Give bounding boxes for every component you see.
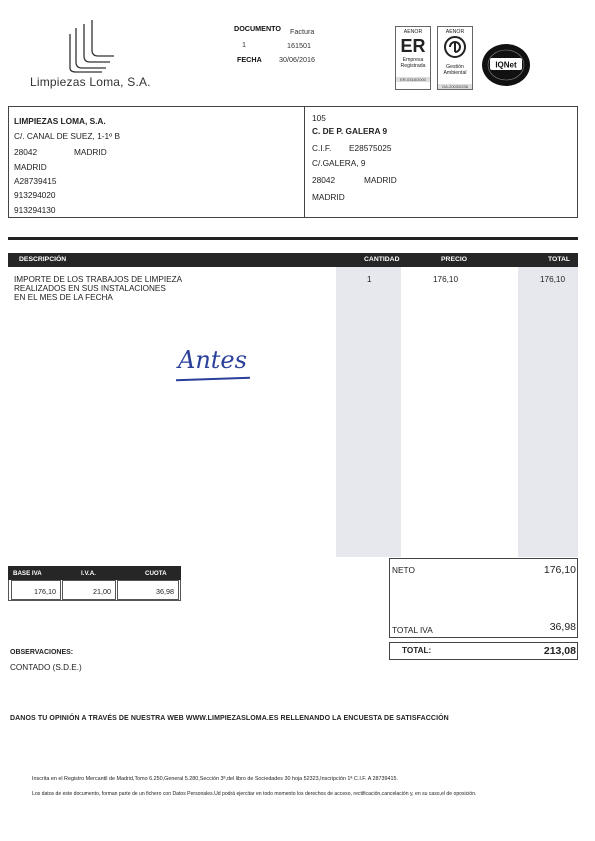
handwritten-note: Antes xyxy=(178,346,247,374)
item-total: 176,10 xyxy=(540,275,566,284)
net-value: 176,10 xyxy=(543,564,576,576)
col-header-total: TOTAL xyxy=(548,256,571,263)
issuer-tax-id: A28739415 xyxy=(14,176,57,186)
document-number: 161501 xyxy=(287,41,311,50)
item-quantity: 1 xyxy=(367,275,372,284)
net-label: NETO xyxy=(392,565,415,575)
col-header-description: DESCRIPCIÓN xyxy=(19,256,67,263)
client-zip: 28042 xyxy=(312,175,336,185)
iqnet-cert-logo xyxy=(481,43,531,87)
issuer-phone-2: 913294130 xyxy=(14,205,56,215)
svg-text:IQNet: IQNet xyxy=(495,60,517,70)
issuer-city: MADRID xyxy=(74,147,107,157)
tax-table-row xyxy=(8,580,181,601)
survey-text: DANOS TU OPINIÓN A TRAVÉS DE NUESTRA WEB WWW.LIMPIEZASLOMA.ES RELLENANDO LA ENCUESTA DE SATISFACCIÓN xyxy=(10,715,449,722)
tax-rate-value: 21,00 xyxy=(62,580,116,600)
client-cif-label: C.I.F. xyxy=(312,143,332,153)
item-description-line-1: IMPORTE DE LOS TRABAJOS DE LIMPIEZA xyxy=(14,275,183,284)
observations-text: CONTADO (S.D.E.) xyxy=(10,663,82,672)
tax-header-amount: CUOTA xyxy=(145,570,167,577)
issuer-name: LIMPIEZAS LOMA, S.A. xyxy=(14,116,106,126)
vat-value: 36,98 xyxy=(549,621,576,633)
gestion-ambiental-icon xyxy=(438,35,472,59)
tax-table-header xyxy=(8,566,181,580)
item-description-line-3: EN EL MES DE LA FECHA xyxy=(14,293,113,302)
client-cif: E28575025 xyxy=(349,143,392,153)
col-header-price: PRECIO xyxy=(441,256,468,263)
client-name: C. DE P. GALERA 9 xyxy=(312,126,388,136)
total-column xyxy=(518,267,578,557)
aenor-ga-cert-logo: AENOR Gestión Ambiental GA-2003/0236 xyxy=(437,26,473,90)
client-street: C/.GALERA, 9 xyxy=(312,158,366,168)
aenor-er-cert-logo: AENOR ER Empresa Registrada ER-0318/2000 xyxy=(395,26,431,90)
document-date: 30/06/2016 xyxy=(279,55,315,64)
client-province: MADRID xyxy=(312,192,345,202)
grand-total-value: 213,08 xyxy=(543,645,576,657)
company-brand-name: Limpiezas Loma, S.A. xyxy=(30,75,151,89)
registry-footer: Inscrita en el Registro Mercantil de Madrid,Tomo 6.250,General 5.280,Sección 3ª,del libro de Sociedades 30 hoja 52323,Inscripción 1ª C.I.F. A 28739415. xyxy=(32,776,398,782)
col-header-quantity: CANTIDAD xyxy=(364,256,400,263)
tax-base-value: 176,10 xyxy=(11,580,61,600)
vat-label: TOTAL IVA xyxy=(392,625,433,635)
client-city: MADRID xyxy=(364,175,397,185)
document-label: DOCUMENTO xyxy=(234,24,281,33)
item-price: 176,10 xyxy=(433,275,459,284)
grand-total-label: TOTAL: xyxy=(402,646,432,655)
observations-label: OBSERVACIONES: xyxy=(10,649,74,656)
address-divider xyxy=(304,106,305,218)
privacy-footer: Los datos de este documento, forman parte de un fichero con Datos Personales.Ud podrá ejercitar en todo momento los derechos de acceso, rectificación,cancelación y, en su caso,el de oposición. xyxy=(32,791,477,797)
table-top-rule xyxy=(8,237,578,240)
issuer-zip: 28042 xyxy=(14,147,38,157)
tax-header-base: BASE IVA xyxy=(13,570,42,577)
issuer-phone-1: 913294020 xyxy=(14,190,56,200)
client-code: 105 xyxy=(312,113,326,123)
items-table-header xyxy=(8,253,578,267)
tax-header-rate: I.V.A. xyxy=(81,570,96,577)
document-type: Factura xyxy=(290,27,315,36)
handwritten-underline xyxy=(176,377,250,382)
issuer-province: MADRID xyxy=(14,162,47,172)
quantity-column xyxy=(336,267,401,557)
table-row xyxy=(14,275,182,302)
date-label: FECHA xyxy=(237,55,262,64)
item-description-line-2: REALIZADOS EN SUS INSTALACIONES xyxy=(14,284,166,293)
issuer-street: C/. CANAL DE SUEZ, 1-1º B xyxy=(14,131,120,141)
document-series: 1 xyxy=(242,40,246,49)
tax-amount-value: 36,98 xyxy=(117,580,179,600)
company-logo xyxy=(62,18,118,74)
